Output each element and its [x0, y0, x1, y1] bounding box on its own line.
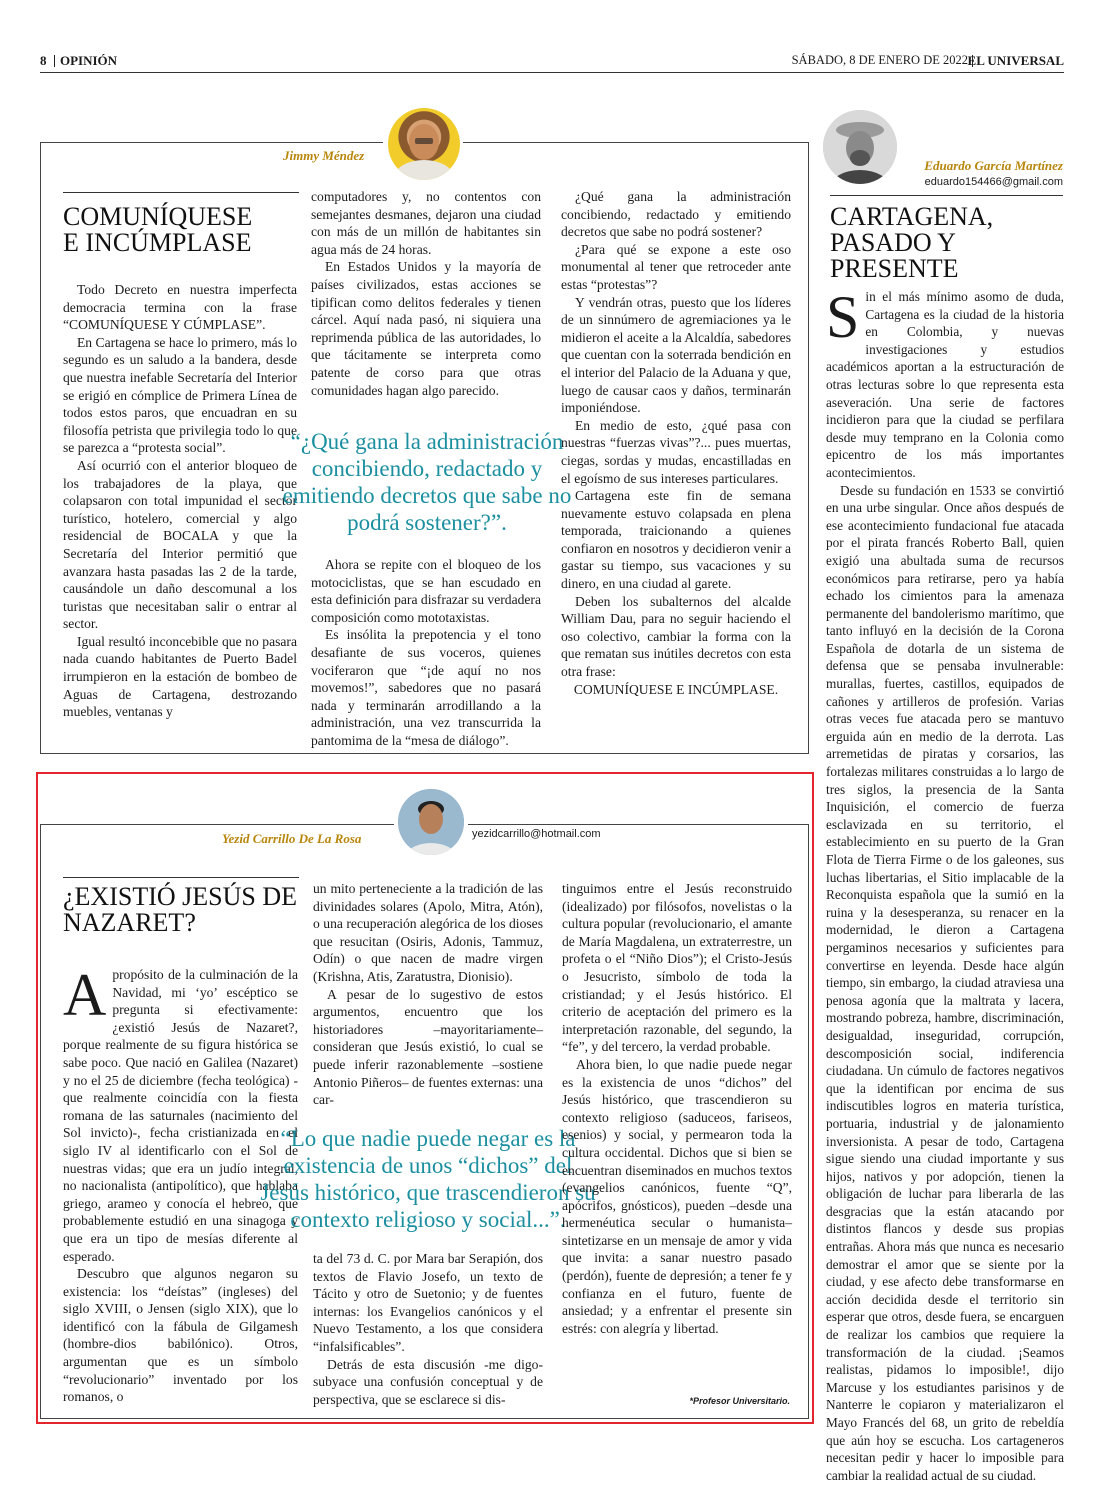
paragraph: Así ocurrió con el anterior bloqueo de los trabajadores de la playa, que colapsaron con total impunidad el sector turístico, hotelero, comercial y algo residencial de BOCALA y que la Secretaría del Interior permitió que avanzara hasta pasadas las 2 de la tarde, causándole un daño descomunal a los turistas que necesitaban salir o entrar al sector. [63, 457, 297, 632]
paragraph: Ahora bien, lo que nadie puede negar es la existencia de unos “dichos” del Jesús histórico, que trascendieron su contexto religioso (saduceos, fariseos, esenios) y social, y permearon toda la cultura occidental. Dichos que si bien se encuentran diseminados en muchos textos (evangelios canónicos, fuente “Q”, apócrifos, gnósticos), pueden –desde una hermenéutica secular o humanista– sintetizarse en un mensaje de amor y vida que invita: a sanar nuestro pasado (perdón), fuente de depresión; a tener fe y confianza en el futuro, fuente de ansiedad; y a enfrentar el presente sin estrés: con alegría y libertad. [562, 1056, 792, 1336]
article3-column-2-top [313, 880, 543, 1109]
paragraph: Y vendrán otras, puesto que los líderes de un sinnúmero de agremiaciones ya le midieron el aceite a la Alcaldía, sabedores que cuentan con la soterrada bendición en el interior del Palacio de la Aduana y que, luego de causar caos y daños, terminarán imponiéndose. [561, 294, 791, 416]
paragraph: Es insólita la prepotencia y el tono desafiante de sus voceros, quienes vociferaron que “¡de aquí no nos movemos!”, sabedores que no pasará nada y terminarán arrodillando a la administración, una vez transcurrida la pantomima de la “mesa de diálogo”. [311, 627, 541, 748]
page-number: 8 [40, 53, 47, 68]
title-rule-3 [63, 877, 299, 878]
article3-column-2-bottom [313, 1250, 543, 1408]
article1-column-2-bottom [311, 556, 541, 750]
paragraph: Desde su fundación en 1533 se convirtió en una urbe singular. Once años después de ese acontecimiento fundacional fue atacada por el pirata francés Roberto Ball, quien exigió una abultada suma de recursos económicos para retirarse, pero ya había echado los cimientos para la amenaza permanente del bandolerismo marítimo, que tanto influyó en la decisión de la Corona Española de dotarla de un sistema de defensa que se pensaba invulnerable: murallas, fuertes, castillos, equipados de cañones y artilleros de profesión. Varias otras veces fue atacada pero se mantuvo erguida aún en medio de la derrota. Las arremetidas de piratas y corsarios, las fortalezas militares construidas a lo largo de tres siglos, la presencia de la Santa Inquisición, el comercio de fuerza esclavizada en su territorio, el establecimiento en su puerto de la Gran Flota de Tierra Firme o de los galeones, sus luchas libertarias, el Sitio implacable de la Reconquista española que la sumió en la ruina y la desesperanza, su renacer en la modernidad, le dieron a Cartagena pergaminos necesarios y suficientes para convertirse en leyenda. Desde hace algún tiempo, sin embargo, la ciudad atraviesa una penosa agonía que la maltrata y lacera, mostrando pobreza, hambre, discriminación, desigualdad, inseguridad, corrupción, descomposición social, indiferencia ciudadana. Un cúmulo de factores negativos que la identifican por encima de sus indiscutibles logros en materia turística, portuaria, industrial y de jalonamiento inversionista. A pesar de todo, Cartagena sigue siendo una ciudad importante y sus hijos, nativos y por adopción, tienen la obligación de luchar para liberarla de las desgracias que la están atacando por distintos flancos y desde sus propias entrañas. Ahora más que nunca es necesario demostrar el amor que se siente por la ciudad, y ese afecto debe transformarse en acción decidida desde el territorio sin esperar que otros, desde fuera, se encarguen de realizar los cambios que requiere la transformación de la ciudad. ¡Seamos realistas, pidamos lo imposible!, dijo Marcuse y los estudiantes parisinos y de Nanterre le copiaron y materializaron el Mayo Francés del 68, un grito de rebeldía que aún hoy se escucha. Los cartageneros necesitan pedir y hacer lo imposible para cambiar la realidad actual de su ciudad. [826, 482, 1064, 1483]
paragraph: Todo Decreto en nuestra imperfecta democracia termina con la frase “COMUNÍQUESE Y CÚMPLASE”. [63, 282, 297, 333]
header-date: SÁBADO, 8 DE ENERO DE 2022 [791, 53, 968, 67]
paragraph: En Cartagena se hace lo primero, más lo segundo es un saludo a la bandera, desde que nuestra inefable Secretaría del Interior se erigió en cómplice de Primera Línea de todos estos paros, que encuadran en su filosofía petrista que privilegia todo lo que se parezca a “protesta social”. [63, 334, 297, 456]
article3-title-line1: ¿EXISTIÓ JESÚS DE [63, 882, 297, 911]
paragraph: Ahora se repite con el bloqueo de los motociclistas, que se han escudado en esta definición para disfrazar su verdadera composición como mototaxistas. [311, 557, 541, 625]
paragraph: Detrás de esta discusión -me digo- subyace una confusión conceptual y de perspectiva, que se esclarece si dis- [313, 1356, 543, 1407]
paragraph: Cartagena este fin de semana nuevamente estuvo colapsada en plena temporada, traicionando a quienes confiaron en nosotros y decidieron venir a gastar su tiempo, sus vacaciones y su dinero, en una ciudad al garete. [561, 488, 791, 592]
title-rule-1 [63, 192, 299, 193]
paragraph: ¿Qué gana la administración concibiendo, redactado y emitiendo decretos que sabe no podrá sostener? [561, 189, 791, 240]
dropcap: S [826, 284, 860, 350]
paragraph: Igual resultó inconcebible que no pasara nada cuando habitantes de Puerto Badel irrumpieron en la estación de bombeo de Aguas de Cartagena, destrozando muebles, ventanas y [63, 633, 297, 720]
article1-title [63, 204, 303, 256]
article3-title-line2: NAZARET? [63, 908, 196, 937]
article1-title-line2: E INCÚMPLASE [63, 228, 252, 257]
paper-name: EL UNIVERSAL [967, 53, 1064, 68]
paragraph: Deben los subalternos del alcalde William Dau, para no seguir haciendo el oso colectivo, cambiar la forma con la que rematan sus inútiles decretos con esta otra frase: [561, 593, 791, 680]
section-divider [54, 55, 55, 67]
paragraph: A pesar de lo sugestivo de estos argumentos, encuentro que los historiadores –mayoritariamente– consideran que Jesús existió, lo cual se puede inferir razonablemente –sostiene Antonio Piñeros– de fuentes externas: una car- [313, 986, 543, 1108]
article3-column-3 [562, 880, 792, 1337]
author-photo-eduardo [823, 110, 897, 184]
author-email-eduardo[interactable]: eduardo154466@gmail.com [924, 176, 1063, 188]
author-name-jimmy: Jimmy Méndez [283, 148, 365, 163]
title-rule-2 [830, 195, 1063, 196]
article1-column-3 [561, 188, 791, 698]
article1-column-2-top [311, 188, 541, 399]
page-header [40, 53, 1064, 73]
footnote: *Profesor Universitario. [689, 1396, 790, 1406]
header-rule [40, 72, 1064, 73]
article2-title [830, 204, 1070, 282]
article1-pullquote: “¿Qué gana la administración concibiendo, redactado y emitiendo decretos que sabe no podrá sostener?”. [282, 429, 572, 535]
paragraph: ¿Para qué se expone a este oso monumental al tener que retroceder ante estas “protestas”? [561, 241, 791, 292]
paragraph: Apropósito de la culminación de la Navidad, mi ‘yo’ escéptico se pregunta si efectivamente: ¿existió Jesús de Nazaret?, porque realmente de su figura histórica se sabe poco. Que nació en Galilea (Nazaret) y no el 25 de diciembre (fecha teológica) - que realmente coincidía con la fiesta romana de las saturnales (nacimiento del Sol invicto)-, fecha cristianizada en el siglo IV al identificarlo con el Sol de nuestras vidas; que era un judío integral, no nacionalista (antipolítico), que hablaba griego, arameo y conocía el hebreo, que probablemente estudió en una sinagoga y que era un tipo de mesías diferente al esperado. [63, 962, 298, 1264]
article2-body [826, 284, 1064, 1484]
article2-title-line1: CARTAGENA, [830, 202, 994, 231]
author-name-yezid: Yezid Carrillo De La Rosa [222, 831, 362, 846]
article3-pullquote: “Lo que nadie puede negar es la existencia de unos “dichos” del Jesús histórico, que trascendieron su contexto religioso y social...”. [260, 1126, 596, 1232]
article3-title [63, 884, 303, 936]
dropcap: A [63, 962, 107, 1028]
paragraph: un mito perteneciente a la tradición de las divinidades solares (Apolo, Mitra, Atón), o una recuperación alegórica de los dioses que resucitan (Osiris, Adonis, Tammuz, Odín) o que nacen de madre virgen (Krishna, Atis, Zaratustra, Dionisio). [313, 881, 543, 984]
article1-column-1 [63, 281, 297, 721]
paragraph: computadores y, no contentos con semejantes desmanes, dejaron una ciudad con más de un millón de habitantes sin agua más de 24 horas. [311, 189, 541, 257]
article2-title-line2: PASADO Y PRESENTE [830, 228, 959, 283]
section-name: OPINIÓN [60, 53, 118, 68]
author-email-yezid[interactable]: yezidcarrillo@hotmail.com [472, 828, 601, 840]
paragraph: tinguimos entre el Jesús reconstruido (idealizado) por filósofos, novelistas o la cultura popular (revolucionario, el amante de María Magdalena, un extraterrestre, un profeta o el “Niño Dios”); el Cristo-Jesús o Jesucristo, símbolo de toda la cristiandad; y el Jesús histórico. El criterio de aceptación del primero es la interpretación razonable, del segundo, la “fe”, y del tercero, la verdad probable. [562, 881, 792, 1055]
paragraph: Descubro que algunos negaron su existencia: los “deístas” (ingleses) del siglo XVIII, o Jensen (siglo XIX), que lo identificó con la fábula de Gilgamesh (hombre-dios babilónico). Otros, argumentan que es un símbolo “revolucionario” inventado por los romanos, o [63, 1266, 298, 1405]
author-name-eduardo: Eduardo García Martínez [924, 158, 1063, 173]
article1-title-line1: COMUNÍQUESE [63, 202, 253, 231]
author-photo-yezid [398, 789, 464, 855]
paragraph: Sin el más mínimo asomo de duda, Cartagena es la ciudad de la historia en Colombia, y nuevas investigaciones y estudios académicos aportan a la estructuración de otras lecturas sobre lo que representa esta aseveración. Una serie de factores incidieron para que la ciudad se perfilara desde muy temprano en la Colonia como epicentro de los más importantes acontecimientos. [826, 284, 1064, 480]
paragraph: COMUNÍQUESE E INCÚMPLASE. [573, 681, 779, 697]
paragraph: ta del 73 d. C. por Mara bar Serapión, dos textos de Flavio Josefo, un texto de Tácito y otro de Suetonio; y de fuentes internas: los Evangelios canónicos y el Nuevo Testamento, a los que considera “infalsificables”. [313, 1251, 543, 1354]
paragraph: En Estados Unidos y la mayoría de países civilizados, estas acciones se tipifican como delitos federales y tienen cárcel. Aquí nada pasó, ni siquiera una reprimenda pública de las autoridades, lo que tácitamente se interpreta como patente de corso para que otras comunidades hagan algo parecido. [311, 259, 541, 398]
author-photo-jimmy [388, 108, 460, 180]
paragraph: En medio de esto, ¿qué pasa con nuestras “fuerzas vivas”?... pues muertas, ciegas, sordas y mudas, encastilladas en el egoísmo de sus intereses particulares. [561, 417, 791, 486]
